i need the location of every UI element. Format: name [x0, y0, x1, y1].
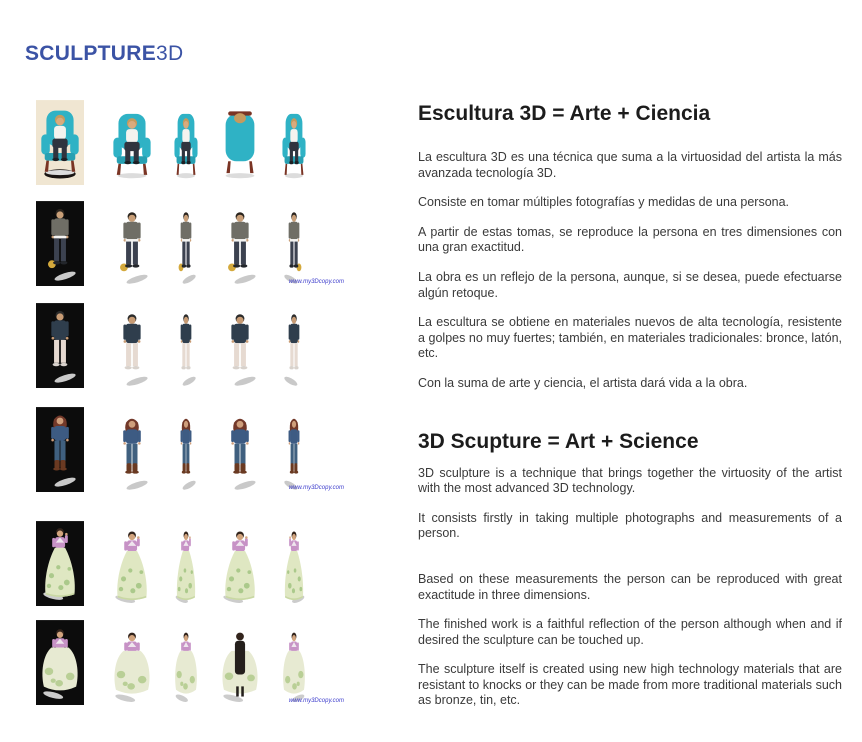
sculpture-view-back — [218, 508, 262, 606]
watermark-url: www.my3Dcopy.com — [288, 279, 344, 285]
photo-thumbnail-man-navy-shirt-pink-trousers — [36, 300, 84, 388]
gallery-row-man-navy-shirt-pink-trousers — [30, 298, 365, 390]
sculpture-view-side-left — [164, 612, 208, 705]
sculpture-view-front — [110, 612, 154, 705]
sculpture-view-side-left — [164, 298, 208, 388]
text-column — [418, 92, 842, 709]
photo-thumbnail-fallera-seated — [36, 614, 84, 705]
sculpture-view-front — [110, 95, 154, 185]
spanish-paragraph-1: La escultura 3D es una técnica que suma a la virtuosidad del artista la más avanzada tecnología 3D. — [418, 150, 842, 180]
photo-thumbnail-man-grey-sweater-football — [36, 198, 84, 286]
sculpture-view-front — [110, 196, 154, 286]
gallery-row-fallera-seated — [30, 612, 365, 707]
sculpture-view-back — [218, 298, 262, 388]
photo-thumbnail-woman-blue-top-jeans-boots — [36, 400, 84, 492]
english-paragraph-2: It consists firstly in taking multiple photographs and measurements of a person. — [418, 510, 842, 541]
brand-logo-primary: SCULPTURE — [25, 42, 157, 65]
gallery-row-mother-with-baby-in-armchair — [30, 95, 365, 187]
sculpture-view-side-right — [272, 508, 316, 606]
sculpture-view-side-right — [272, 298, 316, 388]
gallery-row-fallera-standing — [30, 508, 365, 608]
spanish-paragraph-2: Consiste en tomar múltiples fotografías y medidas de una persona. — [418, 195, 790, 210]
english-paragraph-5: The sculpture itself is created using new high technology materials that are resistant to knocks or they can be made from more traditional materials such as bronze, tin, etc. — [418, 662, 842, 708]
sculpture-view-side-left — [164, 398, 208, 492]
spanish-paragraph-5: La escultura se obtiene en materiales nuevos de alta tecnología, resistente a golpes no muy fuertes; también, en materiales tradicionales: bronce, latón, etc. — [418, 315, 842, 361]
sculpture-view-front — [110, 398, 154, 492]
sculpture-view-back — [218, 612, 262, 705]
sculpture-view-side-right — [272, 95, 316, 185]
english-heading: 3D Scupture = Art + Science — [418, 429, 699, 453]
sculpture-view-side-right — [272, 398, 316, 492]
photo-thumbnail-fallera-standing — [36, 510, 84, 606]
sculpture-view-side-left — [164, 508, 208, 606]
sculpture-view-back — [218, 95, 262, 185]
sculpture-view-side-left — [164, 95, 208, 185]
sculpture-view-back — [218, 398, 262, 492]
english-paragraph-1: 3D sculpture is a technique that brings together the virtuosity of the artist with the most advanced 3D technology. — [418, 465, 842, 496]
spanish-paragraph-3: A partir de estas tomas, se reproduce la persona en tres dimensiones con una gran exactitud. — [418, 224, 842, 255]
sculpture-view-front — [110, 508, 154, 606]
brand-logo-secondary: 3D — [156, 42, 184, 65]
gallery-row-woman-blue-top-jeans-boots — [30, 398, 365, 494]
spanish-paragraph-6: Con la suma de arte y ciencia, el artista dará vida a la obra. — [418, 375, 748, 390]
sculpture-view-front — [110, 298, 154, 388]
watermark-url: www.my3Dcopy.com — [288, 698, 344, 704]
photo-thumbnail-mother-with-baby-in-armchair — [36, 97, 84, 185]
gallery-row-man-grey-sweater-football — [30, 196, 365, 288]
sculpture-view-side-right — [272, 612, 316, 705]
english-paragraph-4: The finished work is a faithful reflection of the person although when and if desired the sculpture can be touched up. — [418, 617, 842, 647]
sculpture-view-back — [218, 196, 262, 286]
sculpture-view-side-left — [164, 196, 208, 286]
spanish-paragraph-4: La obra es un reflejo de la persona, aunque, si se desea, puede efectuarse algún retoque. — [418, 269, 842, 300]
spanish-heading: Escultura 3D = Arte + Ciencia — [418, 102, 711, 125]
sculpture-view-side-right — [272, 196, 316, 286]
english-paragraph-3: Based on these measurements the person can be reproduced with great exactitude in three dimensions. — [418, 571, 842, 602]
watermark-url: www.my3Dcopy.com — [288, 485, 344, 491]
